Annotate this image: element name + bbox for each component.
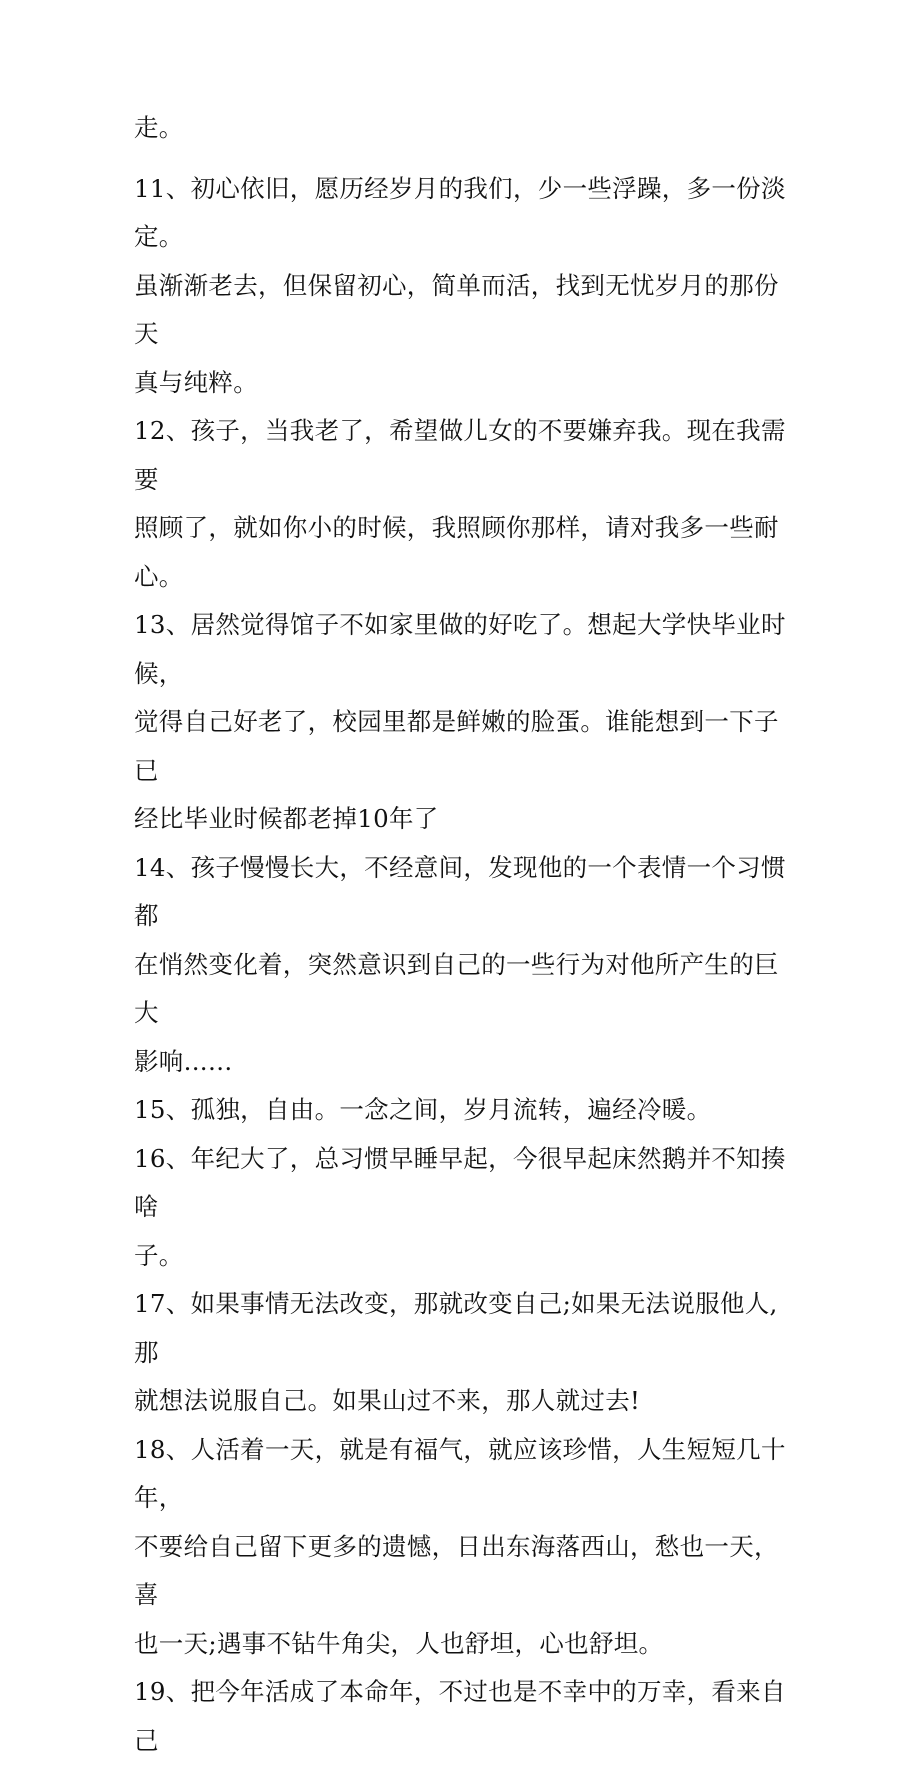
- paragraph-11: 11、初心依旧，愿历经岁月的我们，少一些浮躁，多一份淡定。 虽渐渐老去，但保留初心，简单而活，找到无忧岁月的那份天 真与纯粹。: [134, 173, 786, 397]
- paragraph-15: 15、孤独，自由。一念之间，岁月流转，遍经冷暖。: [134, 1095, 712, 1124]
- paragraph-19: 19、把今年活成了本命年，不过也是不幸中的万幸，看来自己: [134, 1677, 786, 1755]
- paragraph-12: 12、孩子，当我老了，希望做儿女的不要嫌弃我。现在我需要 照顾了，就如你小的时候，我照顾你那样，请对我多一些耐心。: [134, 416, 786, 591]
- paragraph-continuation: 走。: [134, 113, 184, 142]
- paragraph-16: 16、年纪大了，总习惯早睡早起，今很早起床然鹅并不知揍啥 子。: [134, 1143, 786, 1270]
- paragraph-14: 14、孩子慢慢长大，不经意间，发现他的一个表情一个习惯都 在悄然变化着，突然意识到自己的一些行为对他所产生的巨大 影响...…: [134, 852, 786, 1076]
- paragraph-13: 13、居然觉得馆子不如家里做的好吃了。想起大学快毕业时候， 觉得自己好老了，校园里都是鲜嫩的脸蛋。谁能想到一下子已 经比毕业时候都老掉10年了: [134, 610, 786, 833]
- document-body: [134, 104, 799, 1765]
- paragraph-18: 18、人活着一天，就是有福气，就应该珍惜，人生短短几十年， 不要给自己留下更多的遗憾，日出东海落西山，愁也一天，喜 也一天;遇事不钻牛角尖，人也舒坦，心也舒坦。: [134, 1434, 786, 1658]
- paragraph-17: 17、如果事情无法改变，那就改变自己;如果无法说服他人,那 就想法说服自己。如果山过不来，那人就过去!: [134, 1289, 778, 1415]
